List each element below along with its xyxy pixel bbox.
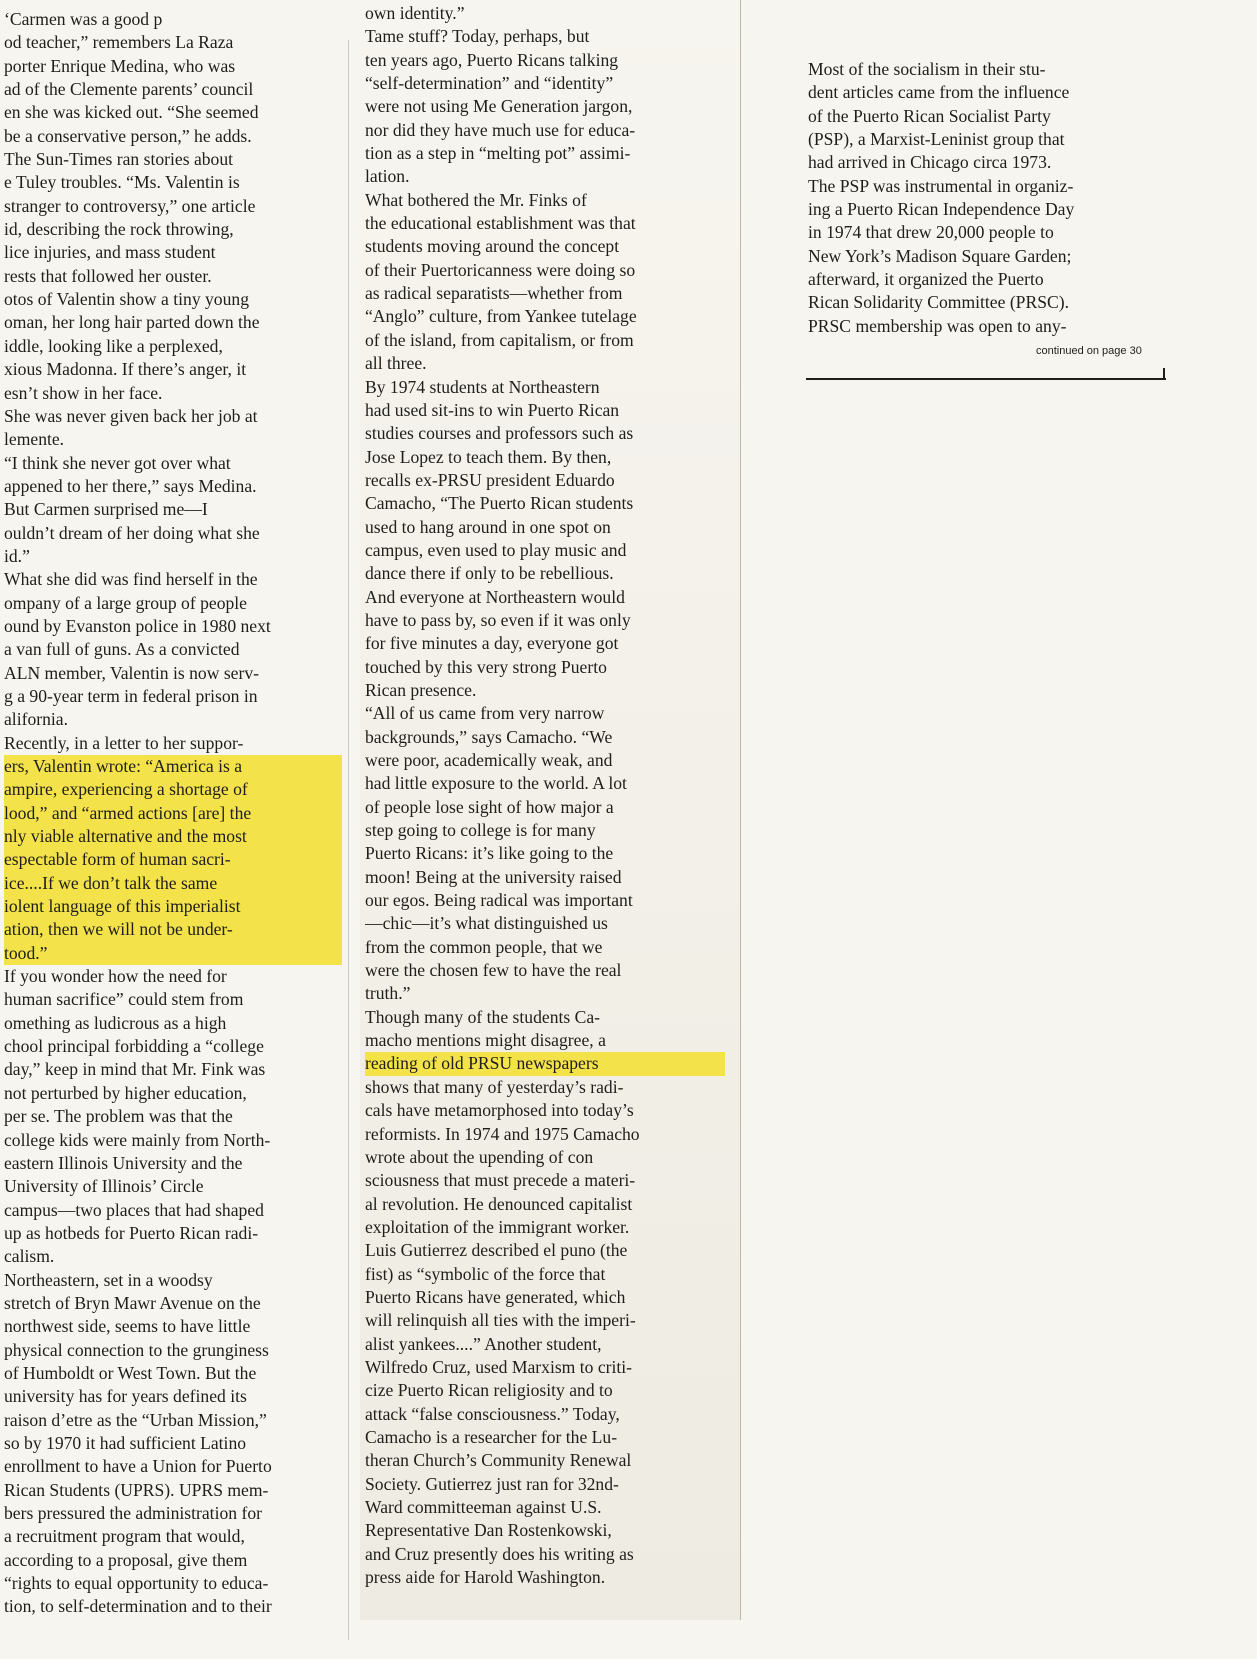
text-line: —chic—it’s what distinguished us xyxy=(365,913,608,934)
text-line: “self-determination” and “identity” xyxy=(365,73,614,94)
text-line: will relinquish all ties with the imperi- xyxy=(365,1310,636,1331)
text-line: ation, then we will not be under- xyxy=(4,918,342,941)
text-line: university has for years defined its xyxy=(4,1386,247,1407)
text-line: al revolution. He denounced capitalist xyxy=(365,1193,633,1214)
text-line: The Sun-Times ran stories about xyxy=(4,149,234,170)
text-line: lice injuries, and mass student xyxy=(4,242,216,263)
text-line: The PSP was instrumental in organiz- xyxy=(808,175,1074,196)
text-line: physical connection to the grunginess xyxy=(4,1339,269,1360)
text-line: a van full of guns. As a convicted xyxy=(4,639,240,660)
text-line: studies courses and professors such as xyxy=(365,423,634,444)
text-line: Though many of the students Ca- xyxy=(365,1006,601,1027)
text-line: Camacho, “The Puerto Rican students xyxy=(365,493,634,514)
text-line: Representative Dan Rostenkowski, xyxy=(365,1520,612,1541)
text-line: Rican presence. xyxy=(365,679,477,700)
text-line: campus—two places that had shaped xyxy=(4,1199,264,1220)
text-line: own identity.” xyxy=(365,3,465,23)
text-line: ing a Puerto Rican Independence Day xyxy=(808,199,1075,220)
text-line: bers pressured the administration for xyxy=(4,1503,262,1523)
text-line: a recruitment program that would, xyxy=(4,1526,245,1547)
text-line: omething as ludicrous as a high xyxy=(4,1012,227,1033)
text-line: id.” xyxy=(4,545,30,566)
text-line: reading of old PRSU newspapers xyxy=(365,1052,725,1075)
text-line: raison d’etre as the “Urban Mission,” xyxy=(4,1409,267,1430)
text-line: ouldn’t dream of her doing what she xyxy=(4,522,260,543)
text-line: moon! Being at the university raised xyxy=(365,866,622,887)
text-line: touched by this very strong Puerto xyxy=(365,656,607,677)
text-line: lood,” and “armed actions [are] the xyxy=(4,802,342,825)
text-line: Jose Lopez to teach them. By then, xyxy=(365,446,612,467)
column-end-rule-tick xyxy=(1163,368,1165,380)
text-line: all three. xyxy=(365,353,427,374)
text-line: stranger to controversy,” one article xyxy=(4,195,256,216)
text-line: “rights to equal opportunity to educa- xyxy=(4,1573,269,1594)
text-line: per se. The problem was that the xyxy=(4,1106,233,1127)
text-line: By 1974 students at Northeastern xyxy=(365,376,600,397)
text-line: of their Puertoricanness were doing so xyxy=(365,259,636,280)
text-line: of people lose sight of how major a xyxy=(365,796,614,817)
text-line: as radical separatists—whether from xyxy=(365,283,623,304)
text-line: ice....If we don’t talk the same xyxy=(4,872,342,895)
text-line: What she did was find herself in the xyxy=(4,569,258,590)
text-line: Society. Gutierrez just ran for 32nd- xyxy=(365,1473,619,1494)
text-line: cals have metamorphosed into today’s xyxy=(365,1100,634,1121)
text-line: of Humboldt or West Town. But the xyxy=(4,1362,257,1383)
text-line: exploitation of the immigrant worker. xyxy=(365,1216,630,1237)
text-line: for five minutes a day, everyone got xyxy=(365,633,619,654)
text-line: espectable form of human sacri- xyxy=(4,848,342,871)
text-line: be a conservative person,” he adds. xyxy=(4,125,252,146)
text-line: were the chosen few to have the real xyxy=(365,960,622,981)
text-line: recalls ex-PRSU president Eduardo xyxy=(365,469,615,490)
continued-note: continued on page 30 xyxy=(1036,345,1142,357)
text-line: ten years ago, Puerto Ricans talking xyxy=(365,49,619,70)
text-line: id, describing the rock throwing, xyxy=(4,219,234,240)
text-line: so by 1970 it had sufficient Latino xyxy=(4,1432,247,1453)
text-line: up as hotbeds for Puerto Rican radi- xyxy=(4,1222,259,1243)
text-line: And everyone at Northeastern would xyxy=(365,586,625,607)
text-line: shows that many of yesterday’s radi- xyxy=(365,1076,624,1097)
text-line: backgrounds,” says Camacho. “We xyxy=(365,726,613,747)
text-line: truth.” xyxy=(365,983,411,1004)
text-line: ampire, experiencing a shortage of xyxy=(4,778,342,801)
text-line: enrollment to have a Union for Puerto xyxy=(4,1456,272,1477)
text-line: Puerto Ricans have generated, which xyxy=(365,1286,626,1307)
text-line: college kids were mainly from North- xyxy=(4,1129,271,1150)
text-line: PRSC membership was open to any- xyxy=(808,315,1067,336)
column-end-rule xyxy=(806,378,1166,380)
text-line: our egos. Being radical was important xyxy=(365,890,633,911)
text-line: lemente. xyxy=(4,429,65,450)
text-line: attack “false consciousness.” Today, xyxy=(365,1403,620,1424)
text-line: ‘Carmen was a good p xyxy=(4,9,163,29)
text-line: in 1974 that drew 20,000 people to xyxy=(808,222,1054,243)
text-line: University of Illinois’ Circle xyxy=(4,1176,204,1197)
text-line: ers, Valentin wrote: “America is a xyxy=(4,755,342,778)
article-column-2 xyxy=(365,2,725,1589)
text-line: nor did they have much use for educa- xyxy=(365,119,636,140)
text-line: northwest side, seems to have little xyxy=(4,1316,251,1337)
text-line: fist) as “symbolic of the force that xyxy=(365,1263,606,1284)
text-line: (PSP), a Marxist-Leninist group that xyxy=(808,129,1065,150)
text-line: calism. xyxy=(4,1246,55,1267)
text-line: campus, even used to play music and xyxy=(365,539,627,560)
text-line: reformists. In 1974 and 1975 Camacho xyxy=(365,1123,640,1144)
text-line: Recently, in a letter to her suppor- xyxy=(4,732,244,753)
text-line: dent articles came from the influence xyxy=(808,82,1070,103)
text-line: iddle, looking like a perplexed, xyxy=(4,335,223,356)
text-line: alist yankees....” Another student, xyxy=(365,1333,602,1354)
text-line: New York’s Madison Square Garden; xyxy=(808,245,1072,266)
article-column-1 xyxy=(4,8,342,1619)
text-line: cize Puerto Rican religiosity and to xyxy=(365,1380,613,1401)
text-line: of the island, from capitalism, or from xyxy=(365,329,634,350)
text-line: day,” keep in mind that Mr. Fink was xyxy=(4,1059,266,1080)
text-line: od teacher,” remembers La Raza xyxy=(4,32,234,53)
column-divider xyxy=(740,0,741,1620)
text-line: iolent language of this imperialist xyxy=(4,895,342,918)
text-line: human sacrifice” could stem from xyxy=(4,989,244,1010)
text-line: the educational establishment was that xyxy=(365,213,636,234)
text-line: tion, to self-determination and to their xyxy=(4,1596,272,1617)
text-line: alifornia. xyxy=(4,709,68,730)
text-line: stretch of Bryn Mawr Avenue on the xyxy=(4,1292,261,1313)
text-line: She was never given back her job at xyxy=(4,405,258,426)
text-line: eastern Illinois University and the xyxy=(4,1152,243,1173)
text-line: “I think she never got over what xyxy=(4,452,231,473)
text-line: ad of the Clemente parents’ council xyxy=(4,79,254,100)
text-line: otos of Valentin show a tiny young xyxy=(4,289,249,310)
text-line: porter Enrique Medina, who was xyxy=(4,55,236,76)
text-line: If you wonder how the need for xyxy=(4,966,227,987)
article-column-3 xyxy=(808,58,1160,338)
text-line: ompany of a large group of people xyxy=(4,592,247,613)
text-line: not perturbed by higher education, xyxy=(4,1082,247,1103)
text-line: wrote about the upending of con xyxy=(365,1146,594,1167)
text-line: lation. xyxy=(365,166,410,187)
text-line: of the Puerto Rican Socialist Party xyxy=(808,105,1051,126)
text-line: Ward committeeman against U.S. xyxy=(365,1497,602,1517)
text-line: students moving around the concept xyxy=(365,236,620,257)
text-line: en she was kicked out. “She seemed xyxy=(4,102,259,123)
text-line: Northeastern, set in a woodsy xyxy=(4,1269,213,1290)
column-divider xyxy=(348,40,349,1640)
text-line: dance there if only to be rebellious. xyxy=(365,563,614,584)
text-line: Wilfredo Cruz, used Marxism to criti- xyxy=(365,1356,633,1377)
text-line: What bothered the Mr. Finks of xyxy=(365,189,587,210)
text-line: theran Church’s Community Renewal xyxy=(365,1450,632,1471)
text-line: from the common people, that we xyxy=(365,936,603,957)
text-line: tion as a step in “melting pot” assimi- xyxy=(365,143,631,164)
text-line: Rican Solidarity Committee (PRSC). xyxy=(808,292,1069,313)
text-line: appened to her there,” says Medina. xyxy=(4,475,257,496)
text-line: macho mentions might disagree, a xyxy=(365,1030,606,1051)
text-line: oman, her long hair parted down the xyxy=(4,312,260,333)
text-line: g a 90-year term in federal prison in xyxy=(4,685,258,706)
text-line: ound by Evanston police in 1980 next xyxy=(4,615,271,636)
text-line: esn’t show in her face. xyxy=(4,382,163,403)
text-line: “Anglo” culture, from Yankee tutelage xyxy=(365,306,637,327)
text-line: ALN member, Valentin is now serv- xyxy=(4,662,260,683)
text-line: “All of us came from very narrow xyxy=(365,703,605,724)
text-line: according to a proposal, give them xyxy=(4,1549,248,1570)
text-line: step going to college is for many xyxy=(365,820,596,841)
text-line: have to pass by, so even if it was only xyxy=(365,609,631,630)
text-line: had arrived in Chicago circa 1973. xyxy=(808,152,1052,173)
text-line: Rican Students (UPRS). UPRS mem- xyxy=(4,1479,269,1500)
text-line: nly viable alternative and the most xyxy=(4,825,342,848)
text-line: and Cruz presently does his writing as xyxy=(365,1543,634,1564)
text-line: Camacho is a researcher for the Lu- xyxy=(365,1426,618,1447)
text-line: But Carmen surprised me—I xyxy=(4,499,208,520)
text-line: Tame stuff? Today, perhaps, but xyxy=(365,26,590,47)
text-line: Most of the socialism in their stu- xyxy=(808,59,1046,79)
text-line: had little exposure to the world. A lot xyxy=(365,773,627,794)
text-line: xious Madonna. If there’s anger, it xyxy=(4,359,247,380)
text-line: had used sit-ins to win Puerto Rican xyxy=(365,399,620,420)
text-line: rests that followed her ouster. xyxy=(4,265,212,286)
text-line: press aide for Harold Washington. xyxy=(365,1567,606,1588)
text-line: chool principal forbidding a “college xyxy=(4,1036,264,1057)
text-line: e Tuley troubles. “Ms. Valentin is xyxy=(4,172,240,193)
text-line: Luis Gutierrez described el puno (the xyxy=(365,1240,628,1261)
text-line: tood.” xyxy=(4,942,342,965)
text-line: sciousness that must precede a materi- xyxy=(365,1170,636,1191)
text-line: Puerto Ricans: it’s like going to the xyxy=(365,843,614,864)
text-line: were not using Me Generation jargon, xyxy=(365,96,633,117)
text-line: were poor, academically weak, and xyxy=(365,750,613,770)
text-line: used to hang around in one spot on xyxy=(365,516,611,537)
text-line: afterward, it organized the Puerto xyxy=(808,269,1044,290)
